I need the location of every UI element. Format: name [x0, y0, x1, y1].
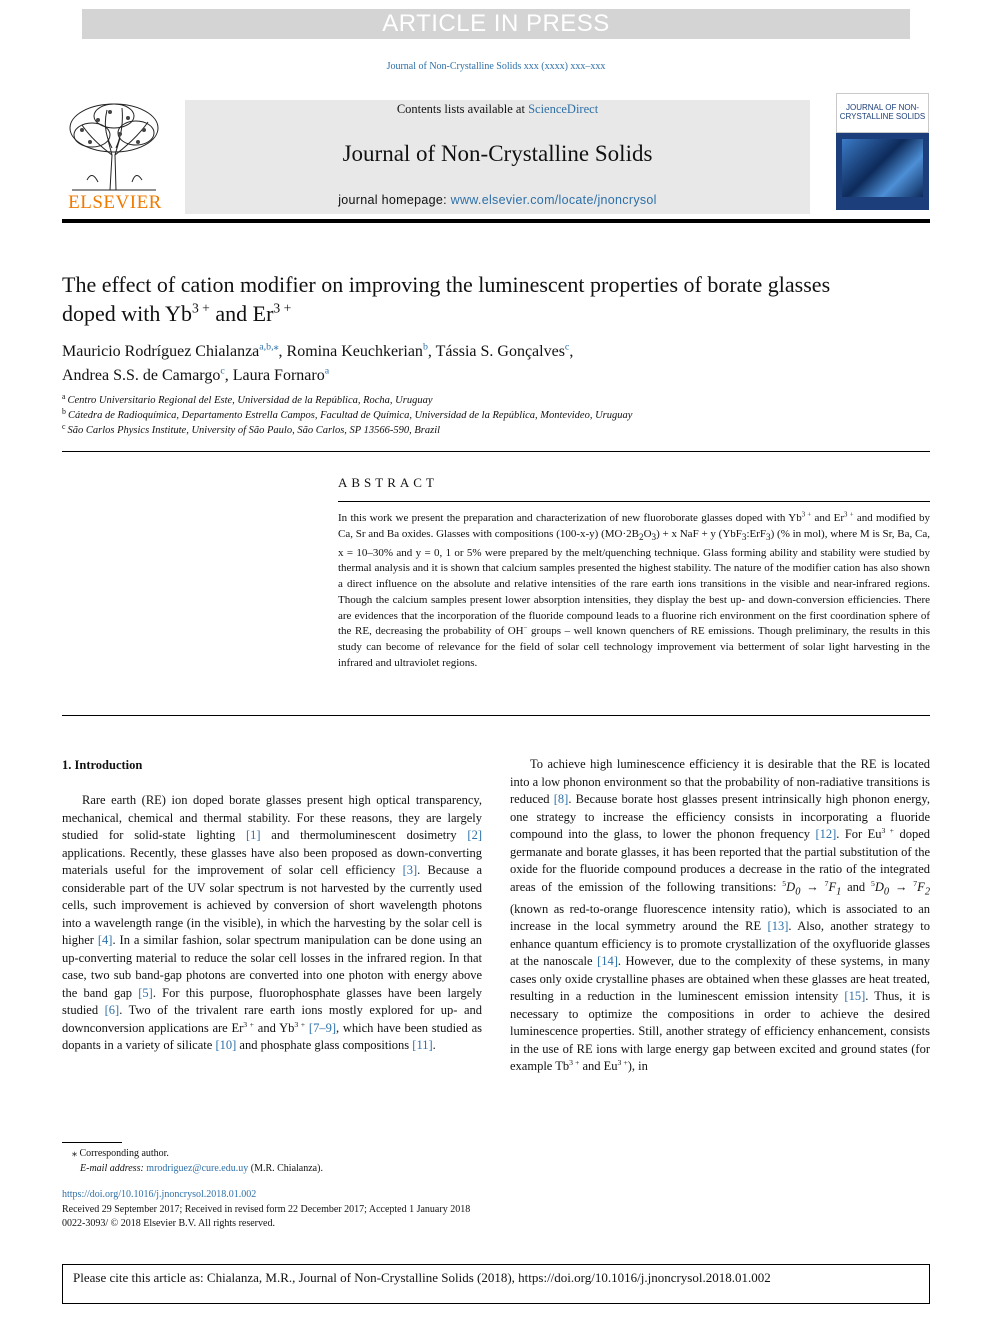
journal-reference-link[interactable]: Journal of Non-Crystalline Solids xxx (xxxx) xxx–xxx — [386, 61, 606, 72]
reference-link[interactable]: [5] — [138, 985, 153, 1000]
reference-link[interactable]: [12] — [815, 827, 837, 841]
reference-link[interactable]: [6] — [104, 1003, 120, 1017]
journal-homepage — [185, 193, 810, 207]
affiliation-item — [62, 408, 882, 423]
author-separator: , — [224, 367, 233, 384]
author-separator: , — [569, 343, 574, 360]
journal-cover-image[interactable] — [836, 93, 929, 210]
journal-title: Journal of Non-Crystalline Solids — [342, 141, 653, 166]
reference-link[interactable]: [4] — [97, 933, 113, 947]
title-superscript: 3 + — [191, 300, 210, 316]
reference-link[interactable]: [7–9] — [308, 1020, 336, 1035]
reference-link[interactable]: [11] — [412, 1038, 433, 1052]
author-name[interactable]: Tássia S. Gonçalves — [435, 343, 565, 360]
footnote-divider — [62, 1142, 122, 1143]
homepage-prefix: journal homepage: — [338, 193, 451, 207]
affiliation-text: Centro Universitario Regional del Este, Universidad de la República, Rocha, Uruguay — [67, 395, 433, 406]
affiliation-label: c — [62, 421, 66, 431]
affiliation-label: a — [62, 391, 66, 401]
divider — [338, 501, 930, 502]
affiliation-label: b — [62, 406, 66, 416]
cover-title: JOURNAL OF NON-CRYSTALLINE SOLIDS — [839, 103, 926, 121]
contents-prefix: Contents lists available at — [396, 102, 529, 116]
affiliation-text: Cátedra de Radioquímica, Departamento Estrella Campos, Facultad de Química, Universidad de la República, Montevideo, Uruguay — [67, 410, 633, 421]
homepage-link[interactable]: www.elsevier.com/locate/jnoncrysol — [450, 193, 657, 207]
footnote — [62, 1146, 662, 1176]
publication-info — [62, 1188, 662, 1232]
author-name[interactable]: Romina Keuchkerian — [286, 343, 423, 360]
reference-link[interactable]: [10] — [215, 1038, 237, 1052]
affiliation-item — [62, 423, 882, 438]
title-text: The effect of cation modifier on improving the luminescent properties of borate glasses doped with Yb — [62, 272, 831, 326]
doi-link[interactable]: https://doi.org/10.1016/j.jnoncrysol.2018.01.002 — [62, 1189, 257, 1200]
citation-text: Please cite this article as: Chialanza, M.R., Journal of Non-Crystalline Solids (2018), — [73, 1270, 519, 1285]
author-name[interactable]: Andrea S.S. de Camargo — [62, 367, 221, 384]
author-affiliation-mark[interactable]: c — [564, 341, 570, 353]
title-text-and: and Er — [209, 301, 274, 326]
reference-link[interactable]: [13] — [767, 919, 789, 933]
author-name[interactable]: Laura Fornaro — [232, 367, 325, 384]
email-link[interactable]: mrodriguez@cure.edu.uy — [146, 1163, 249, 1174]
email-suffix: (M.R. Chialanza). — [248, 1163, 323, 1174]
header-divider — [62, 219, 930, 223]
reference-link[interactable]: [1] — [245, 828, 261, 842]
divider — [62, 715, 930, 716]
copyright: 0022-3093/ © 2018 Elsevier B.V. All rights reserved. — [62, 1218, 275, 1229]
reference-link[interactable]: [3] — [402, 863, 418, 877]
intro-column-left: Rare earth (RE) ion doped borate glasses present high optical transparency, mechanical, chemical and thermal stability. For these reasons, they are largely studied for solid-state lighting [1] and thermoluminescent dosimetry [2] applications. Recently, these glasses have also been proposed as down-converting materials useful for the improvement of solar cell efficiency [3]. Because a considerable part of the UV solar spectrum is not harvested by the currently used cells, such improvement is achieved by conversion of short wavelength photons into a wavelength range (in the visible), in which the harvesting by the solar cell is higher [4]. In a similar fashion, solar spectrum manipulation can be done using an up-converting material to reduce the solar cell losses in the infrared region. In that case, two sub band-gap photons are converted into one photon with energy above the band gap [5]. For this purpose, fluorophosphate glasses have been largely studied [6]. Two of the trivalent rare earth ions mostly explored for up- and downconversion applications are $Er^{3 +}$ and $Yb^{3 +}$ [7–9], which have been studied as dopants in a variety of silicate [10] and phosphate glass compositions [11]. — [62, 793, 483, 1052]
author-affiliation-mark[interactable]: a,b,⁎ — [259, 341, 279, 353]
reference-link[interactable]: [8] — [553, 792, 569, 806]
affiliation-text: São Carlos Physics Institute, University of São Paulo, São Carlos, SP 13566-590, Brazil — [67, 425, 441, 436]
abstract-heading: ABSTRACT — [338, 475, 438, 490]
publisher-name: ELSEVIER — [68, 192, 162, 213]
author-separator: , — [427, 343, 436, 360]
author-affiliation-mark[interactable]: c — [220, 365, 225, 377]
author-list — [62, 340, 882, 388]
abstract-text: In this work we present the preparation and characterization of new fluoroborate glasses doped with $Yb^{3 +}$ and $Er^{3 +}$ and modified by Ca, Sr and Ba oxides. Glasses with compositions (100-x-y) $(MO\cdot 2B_2O_3) + x$ NaF + y (YbF$_3$:ErF$_3$) (% in mol), where M is Sr, Ba, Ca, x = 10–30% and y = 0, 1 or 5% were prepared by the melt/quenching technique. Glass forming ability and stability were studied by thermal analysis and it is shown that calcium samples presented the highest stability. The nature of the modifier cation has also shown a direct influence on the absolute and relative intensities of the rare earth ions transitions in the visible and near-infrared regions. Though the calcium samples present lower absorption intensities, they display the best up- and down-conversion efficiencies. There are evidences that the incorporation of the fluoride compound leads to a fluorine rich environment on the first coordination sphere of the RE, decreasing the probability of OH− groups – well known quenchers of RE emissions. Though preliminary, the results in this study can become of relevance for the field of solar cell technology improvement via betterment of solar light harvesting in the infrared and ultraviolet regions. — [338, 511, 931, 669]
affiliation-list — [62, 393, 882, 438]
article-in-press-banner: ARTICLE IN PRESS — [82, 9, 910, 39]
received-dates: Received 29 September 2017; Received in revised form 22 December 2017; Accepted 1 January 2018 — [62, 1203, 471, 1215]
author-affiliation-mark[interactable]: b — [422, 341, 428, 353]
author-affiliation-mark[interactable]: a — [324, 365, 330, 377]
intro-column-right: To achieve high luminescence efficiency it is desirable that the RE is located into a low phonon environment so that the probability of non-radiative transitions is reduced [8]. Because borate host glasses present intrinsically high phonon energy, one strategy to increase the efficiency consists in incorporating a fluoride compound into the glass, to lower the phonon frequency [12]. For $Eu^{3 +}$ doped germanate and borate glasses, it has been reported that the partial substitution of the oxide for the fluoride compound produces a decrease in the ratio of the integrated areas of the emission of the following transitions: $^5D_0 \to ^7F_1$ and $^5D_0 \to ^7F_2$ (known as red-to-orange fluorescence intensity ratio), which is associated to an increase in the local symmetry around the RE [13]. Also, another strategy to enhance quantum efficiency is to promote crystallization of the oxyfluoride glasses at the nanoscale [14]. However, due to the complexity of these systems, in many cases only oxide crystalline phases are obtained when these glasses are heat treated, resulting in a reduction in the luminescent emission intensity [15]. Thus, it is necessary to optimize the compositions in order to achieve the desired luminescence properties. Still, another strategy of efficiency enhancement, consists in the use of RE ions with large energy gap between excited and ground states (for example $Tb^{3 +}$ and $Eu^{3 +}$), in — [510, 757, 931, 1073]
section-heading: 1. Introduction — [62, 758, 143, 772]
reference-link[interactable]: [2] — [467, 828, 482, 842]
contents-line — [185, 102, 810, 117]
author-separator: , — [278, 343, 287, 360]
citation-doi-link[interactable]: https://doi.org/10.1016/j.jnoncrysol.2018.01.002 — [518, 1270, 771, 1285]
affiliation-item — [62, 393, 882, 408]
email-label: E-mail address: — [80, 1163, 147, 1174]
reference-link[interactable]: [14] — [597, 954, 618, 968]
email-line — [62, 1161, 662, 1176]
sciencedirect-link[interactable]: ScienceDirect — [528, 102, 599, 116]
citation-box — [62, 1264, 930, 1304]
divider — [62, 451, 930, 452]
title-superscript: 3 + — [273, 300, 292, 316]
author-name[interactable]: Mauricio Rodríguez Chialanza — [62, 343, 260, 360]
corresponding-author-note: ⁎ Corresponding author. — [72, 1148, 169, 1159]
reference-link[interactable]: [15] — [844, 989, 866, 1003]
article-title — [62, 270, 862, 328]
